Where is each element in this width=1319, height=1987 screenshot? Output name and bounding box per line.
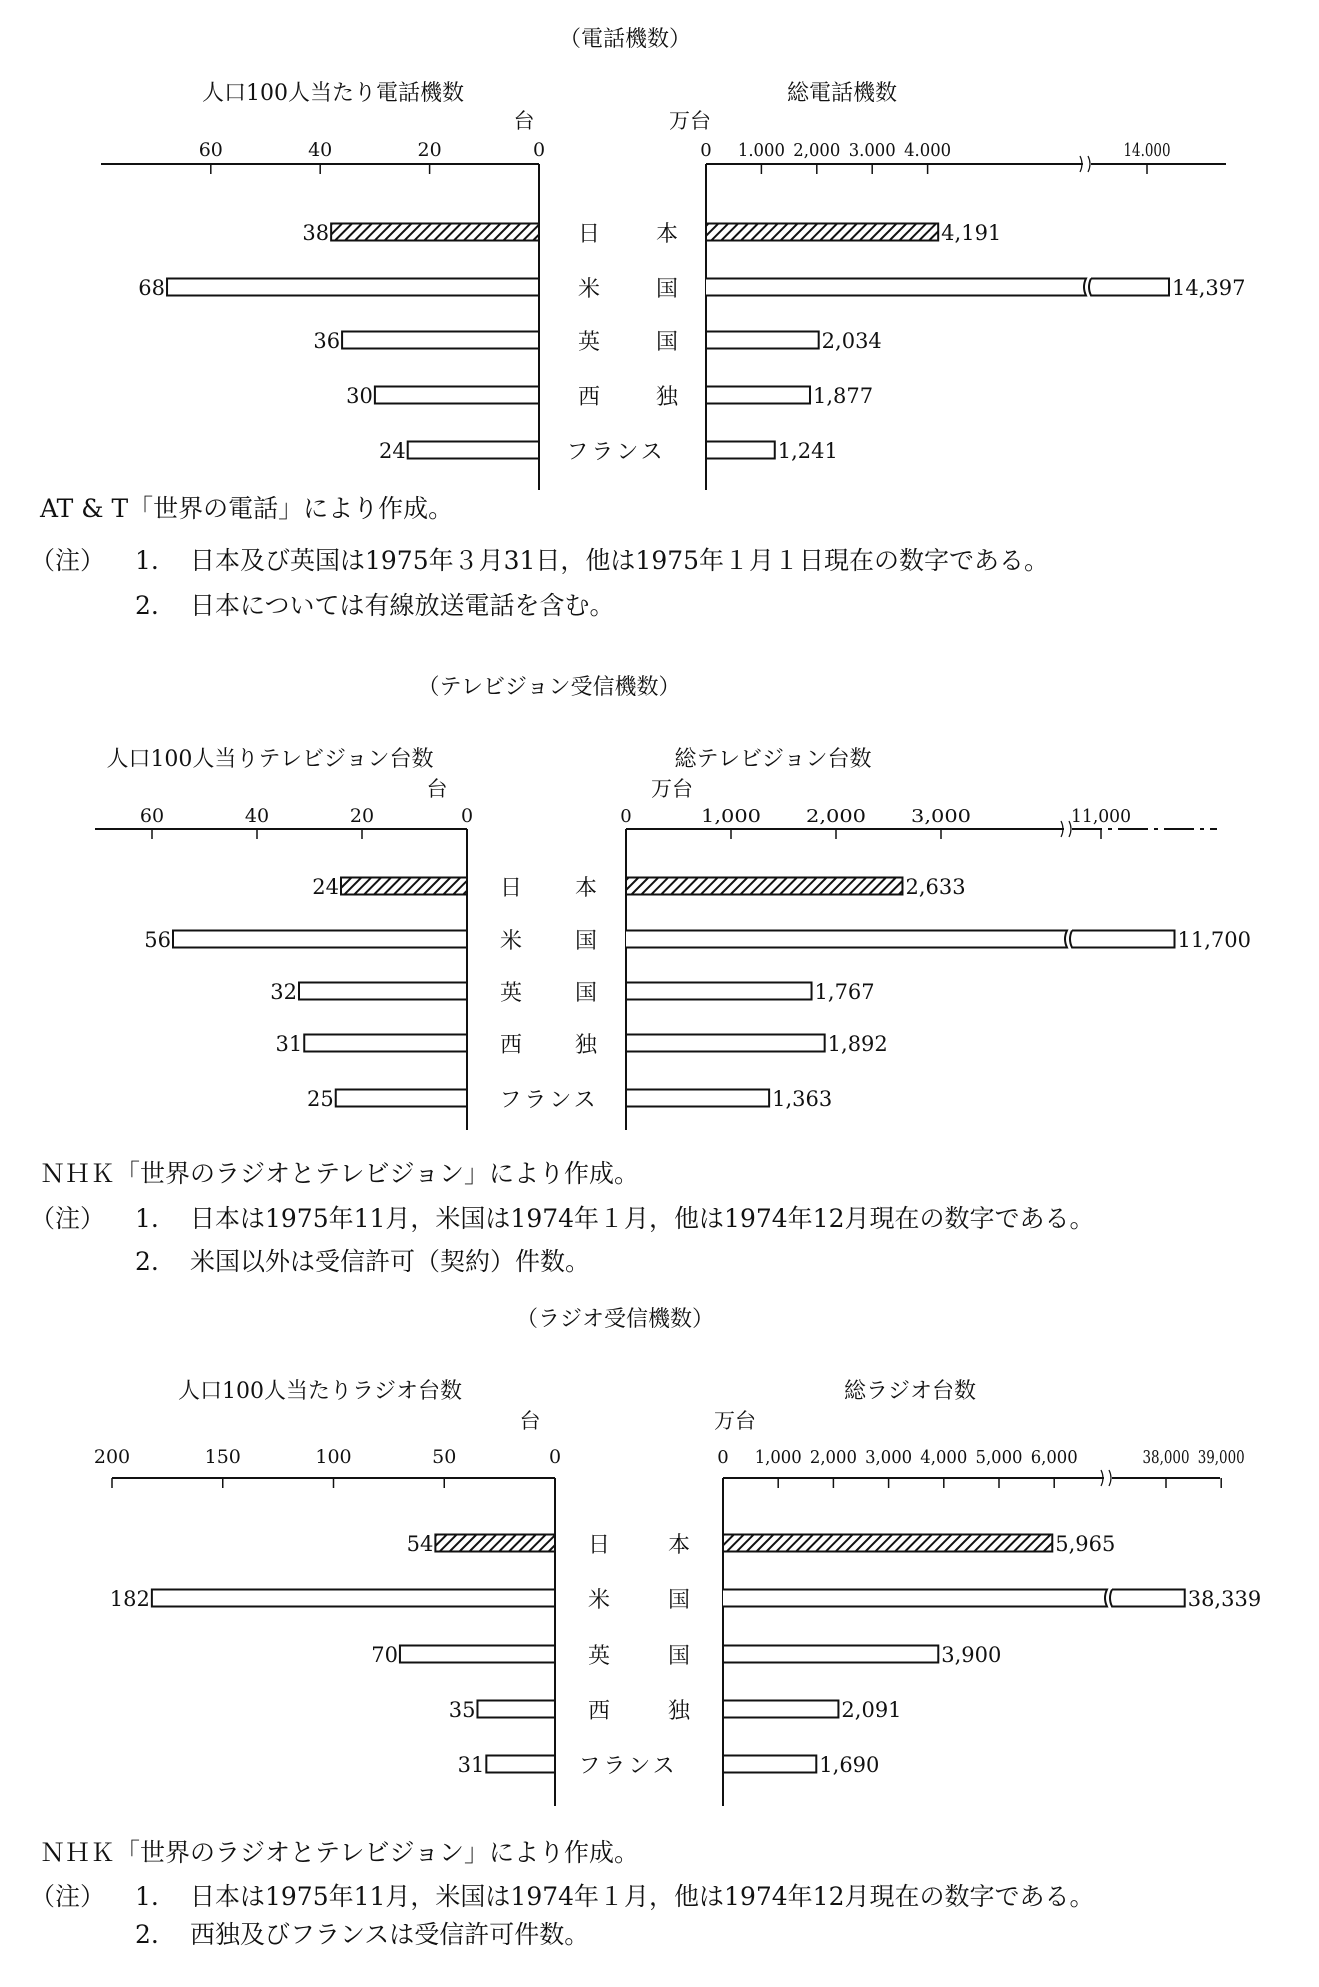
note-text: 日本は1975年11月，米国は1974年１月，他は1974年12月現在の数字である。: [190, 1204, 1095, 1233]
left-value-label: 25: [307, 1087, 334, 1111]
category-label: 日 本: [500, 876, 597, 901]
left-value-label: 24: [378, 439, 406, 463]
left-tick-label: 0: [548, 1446, 562, 1468]
left-value-label: 31: [457, 1753, 485, 1777]
left-bar: [375, 387, 539, 404]
note-text: 日本及び英国は1975年３月31日，他は1975年１月１日現在の数字である。: [190, 546, 1050, 575]
right-tick-label: 14.000: [1123, 140, 1171, 161]
left-value-label: 68: [138, 276, 166, 300]
right-value-label: 1,877: [812, 384, 874, 408]
right-tick-label: 4.000: [904, 140, 952, 161]
right-tick-label: 11,000: [1071, 806, 1131, 827]
left-tick-label: 200: [93, 1446, 131, 1468]
notes-label: （注）: [30, 1882, 106, 1911]
note-number: 2.: [135, 1247, 159, 1276]
note-text: 日本については有線放送電話を含む。: [190, 591, 615, 620]
source-note: ＮＨＫ「世界のラジオとテレビジョン」により作成。: [40, 1838, 640, 1867]
left-bar: [299, 983, 467, 1000]
right-bar: [626, 878, 902, 895]
left-bar: [167, 279, 539, 296]
right-tick-label: 0: [700, 140, 712, 161]
left-bar: [435, 1535, 555, 1552]
right-panel-title: 総テレビジョン台数: [674, 747, 872, 772]
right-unit-label: 万台: [714, 1409, 756, 1433]
right-unit-label: 万台: [669, 109, 711, 133]
right-bar-segment: [626, 931, 1067, 948]
left-tick-label: 60: [198, 139, 223, 161]
right-value-label: 11,700: [1177, 928, 1251, 952]
left-value-label: 24: [312, 875, 339, 899]
left-bar: [408, 442, 539, 459]
note-text: 米国以外は受信許可（契約）件数。: [190, 1247, 591, 1276]
left-panel-title: 人口100人当たりラジオ台数: [178, 1379, 462, 1404]
category-label: 英 国: [578, 330, 678, 355]
left-tick-label: 20: [349, 805, 375, 827]
note-number: 1.: [135, 1204, 159, 1233]
right-value-label: 3,900: [941, 1643, 1002, 1667]
right-tick-label: 3,000: [911, 806, 971, 827]
source-note: AT & T「世界の電話」により作成。: [40, 494, 454, 523]
notes-label: （注）: [30, 1204, 106, 1233]
category-label: フランス: [566, 440, 666, 465]
left-value-label: 30: [346, 384, 373, 408]
right-bar-segment-after-break: [1070, 931, 1175, 948]
right-tick-label: 1.000: [737, 140, 785, 161]
left-tick-label: 20: [417, 139, 442, 161]
right-value-label: 1,892: [827, 1032, 888, 1056]
left-value-label: 36: [313, 329, 341, 353]
left-value-label: 38: [302, 221, 330, 245]
right-unit-label: 万台: [651, 777, 693, 801]
right-bar-segment-after-break: [1089, 279, 1169, 296]
note-number: 1.: [135, 546, 159, 575]
right-tick-label: 39,000: [1197, 1447, 1245, 1468]
right-tick-label: 2,000: [806, 806, 866, 827]
right-value-label: 4,191: [941, 221, 1002, 245]
right-tick-label: 0: [717, 1447, 729, 1468]
right-bar: [723, 1535, 1052, 1552]
note-number: 1.: [135, 1882, 159, 1911]
right-bar: [706, 332, 819, 349]
right-value-label: 1,241: [777, 439, 838, 463]
left-bar: [336, 1090, 467, 1107]
left-panel-title: 人口100人当りテレビジョン台数: [106, 747, 434, 772]
left-tick-label: 40: [308, 139, 333, 161]
right-value-label: 2,633: [905, 875, 966, 899]
right-panel-title: 総ラジオ台数: [843, 1379, 977, 1404]
left-bar: [173, 931, 467, 948]
category-label: 米 国: [500, 929, 597, 954]
left-bar: [342, 332, 539, 349]
right-bar-segment-after-break: [1110, 1590, 1185, 1607]
right-value-label: 2,034: [821, 329, 882, 353]
chart-title: （テレビジョン受信機数）: [417, 675, 681, 700]
right-value-label: 2,091: [841, 1698, 902, 1722]
right-bar: [723, 1701, 838, 1718]
right-tick-label: 4,000: [920, 1447, 968, 1468]
right-tick-label: 5,000: [975, 1447, 1023, 1468]
category-label: 米 国: [588, 1588, 690, 1613]
right-bar: [626, 1035, 825, 1052]
right-tick-label: 3,000: [865, 1447, 913, 1468]
category-label: 日 本: [578, 222, 678, 247]
right-bar: [723, 1646, 938, 1663]
left-value-label: 182: [109, 1587, 150, 1611]
right-panel-title: 総電話機数: [786, 81, 898, 106]
right-value-label: 38,339: [1187, 1587, 1262, 1611]
chart-title: （ラジオ受信機数）: [515, 1307, 715, 1332]
left-bar: [400, 1646, 555, 1663]
right-value-label: 1,767: [814, 980, 875, 1004]
chart-title: （電話機数）: [558, 27, 692, 52]
right-bar: [626, 1090, 769, 1107]
left-tick-label: 50: [432, 1446, 457, 1468]
left-bar: [331, 224, 539, 241]
axis-break-mark: [1061, 821, 1071, 837]
category-label: フランス: [499, 1088, 599, 1113]
category-label: 英 国: [500, 981, 597, 1006]
category-label: フランス: [578, 1754, 678, 1779]
right-tick-label: 2,000: [793, 140, 841, 161]
right-value-label: 5,965: [1055, 1532, 1116, 1556]
left-bar: [477, 1701, 555, 1718]
left-unit-label: 台: [513, 109, 535, 133]
left-tick-label: 0: [532, 139, 546, 161]
left-value-label: 70: [371, 1643, 398, 1667]
left-value-label: 54: [406, 1532, 434, 1556]
left-value-label: 32: [270, 980, 297, 1004]
right-value-label: 1,363: [772, 1087, 833, 1111]
right-tick-label: 0: [620, 806, 632, 827]
note-text: 日本は1975年11月，米国は1974年１月，他は1974年12月現在の数字である。: [190, 1882, 1095, 1911]
left-tick-label: 40: [244, 805, 270, 827]
notes-label: （注）: [30, 546, 106, 575]
right-tick-label: 1,000: [754, 1447, 802, 1468]
left-bar: [304, 1035, 467, 1052]
left-bar: [341, 878, 467, 895]
left-tick-label: 60: [139, 805, 165, 827]
right-value-label: 14,397: [1171, 276, 1246, 300]
right-bar: [723, 1756, 816, 1773]
left-panel-title: 人口100人当たり電話機数: [202, 81, 464, 106]
left-value-label: 35: [448, 1698, 476, 1722]
note-text: 西独及びフランスは受信許可件数。: [190, 1920, 590, 1949]
source-note: ＮＨＫ「世界のラジオとテレビジョン」により作成。: [40, 1159, 640, 1188]
axis-break-mark: [1080, 156, 1090, 172]
right-tick-label: 2,000: [809, 1447, 857, 1468]
left-unit-label: 台: [519, 1409, 541, 1433]
right-bar: [626, 983, 812, 1000]
category-label: 西 独: [500, 1033, 597, 1058]
left-tick-label: 100: [315, 1446, 352, 1468]
left-unit-label: 台: [426, 777, 448, 801]
left-bar: [152, 1590, 555, 1607]
left-value-label: 31: [275, 1032, 303, 1056]
right-tick-label: 6,000: [1030, 1447, 1078, 1468]
left-value-label: 56: [144, 928, 171, 952]
category-label: 西 独: [588, 1699, 690, 1724]
right-bar: [706, 442, 775, 459]
category-label: 米 国: [578, 277, 678, 302]
note-number: 2.: [135, 591, 159, 620]
right-tick-label: 38,000: [1142, 1447, 1190, 1468]
left-tick-label: 150: [204, 1446, 241, 1468]
right-tick-label: 1,000: [701, 806, 761, 827]
right-value-label: 1,690: [819, 1753, 880, 1777]
right-bar: [706, 387, 810, 404]
category-label: 英 国: [588, 1644, 690, 1669]
axis-break-mark: [1101, 1470, 1111, 1486]
left-bar: [486, 1756, 555, 1773]
right-tick-label: 3.000: [848, 140, 896, 161]
right-bar: [706, 224, 938, 241]
right-bar-segment: [723, 1590, 1107, 1607]
right-bar-segment: [706, 279, 1086, 296]
category-label: 日 本: [588, 1533, 690, 1558]
left-tick-label: 0: [460, 805, 474, 827]
category-label: 西 独: [578, 385, 678, 410]
note-number: 2.: [135, 1920, 159, 1949]
